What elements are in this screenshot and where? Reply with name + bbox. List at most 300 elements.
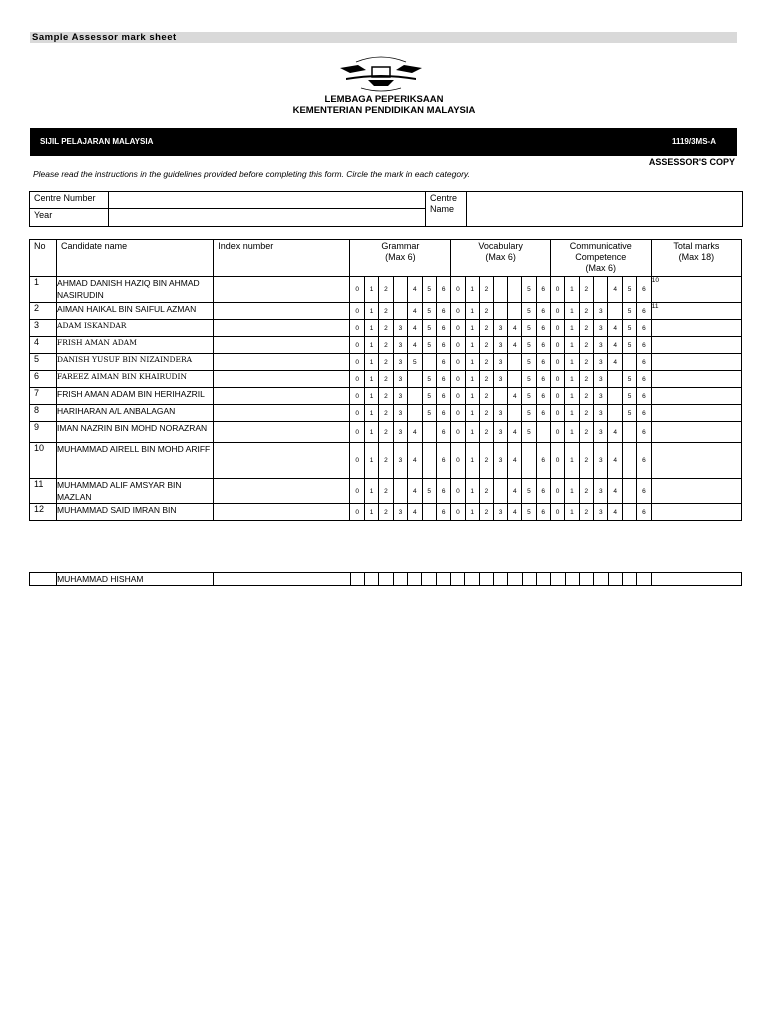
mark-option-g[interactable]: 6 — [436, 320, 450, 337]
mark-option-g[interactable]: 4 — [408, 303, 422, 320]
mark-option-v[interactable]: 0 — [451, 405, 465, 422]
mark-option-c[interactable]: 3 — [594, 443, 608, 479]
mark-option-g[interactable]: 1 — [364, 277, 378, 303]
mark-option-g[interactable]: 4 — [408, 422, 422, 443]
index-number-field[interactable] — [214, 277, 350, 303]
mark-option-v[interactable] — [493, 303, 507, 320]
mark-option-v[interactable]: 0 — [451, 504, 465, 521]
org-name-line2: KEMENTERIAN PENDIDIKAN MALAYSIA — [292, 105, 476, 116]
mark-option-c[interactable]: 4 — [608, 337, 622, 354]
col-total — [651, 240, 741, 277]
total-marks — [651, 422, 741, 443]
mark-option-v[interactable]: 0 — [451, 422, 465, 443]
mark-option-c[interactable]: 3 — [594, 422, 608, 443]
mark-option-c[interactable]: 2 — [579, 277, 593, 303]
mark-option-c[interactable]: 1 — [565, 443, 579, 479]
mark-option-g[interactable]: 0 — [350, 337, 364, 354]
document-title: Sample Assessor mark sheet — [32, 32, 177, 43]
mark-option-g[interactable] — [393, 277, 407, 303]
mark-option-v[interactable]: 3 — [493, 443, 507, 479]
mark-option-v[interactable]: 5 — [522, 422, 536, 443]
mark-option-g[interactable]: 4 — [408, 479, 422, 504]
mark-option-c[interactable] — [622, 504, 636, 521]
mark-option-c[interactable]: 1 — [565, 337, 579, 354]
mark-option-g[interactable]: 6 — [436, 277, 450, 303]
mark-option-v[interactable] — [508, 405, 522, 422]
mark-option-g[interactable]: 3 — [393, 337, 407, 354]
mark-option-g[interactable]: 1 — [364, 354, 378, 371]
col-no: No — [30, 240, 57, 277]
table-row — [30, 371, 742, 388]
mark-option-v[interactable]: 5 — [522, 337, 536, 354]
mark-option-g[interactable]: 2 — [379, 504, 393, 521]
mark-option-c[interactable]: 0 — [550, 479, 564, 504]
mark-option-c[interactable]: 1 — [565, 303, 579, 320]
mark-option-v[interactable] — [493, 388, 507, 405]
mark-option-v[interactable]: 3 — [493, 354, 507, 371]
mark-option-c[interactable] — [608, 371, 622, 388]
mark-option-c[interactable]: 6 — [637, 443, 651, 479]
mark-option-c[interactable]: 2 — [579, 320, 593, 337]
mark-option-v[interactable]: 2 — [479, 479, 493, 504]
mark-option-g[interactable]: 0 — [350, 388, 364, 405]
year-field[interactable] — [110, 210, 423, 224]
mark-option-v[interactable]: 0 — [451, 277, 465, 303]
index-number-field[interactable] — [214, 320, 350, 337]
mark-option-g[interactable] — [408, 371, 422, 388]
mark-option-g[interactable]: 3 — [393, 354, 407, 371]
mark-option-c[interactable]: 6 — [637, 277, 651, 303]
mark-option-v[interactable]: 6 — [536, 303, 550, 320]
index-number-field[interactable] — [214, 405, 350, 422]
table-row — [30, 337, 742, 354]
mark-option-v[interactable]: 5 — [522, 277, 536, 303]
mark-option-c[interactable]: 5 — [622, 405, 636, 422]
mark-option-g[interactable]: 5 — [422, 277, 436, 303]
mark-option-v[interactable]: 4 — [508, 422, 522, 443]
mark-option-v[interactable]: 0 — [451, 337, 465, 354]
mark-option-c[interactable] — [608, 405, 622, 422]
mark-option-c[interactable]: 3 — [594, 337, 608, 354]
mark-option-g[interactable]: 4 — [408, 337, 422, 354]
mark-option-c[interactable]: 1 — [565, 504, 579, 521]
mark-option-c[interactable]: 6 — [637, 371, 651, 388]
comm-label-1: Communicative — [569, 241, 632, 251]
mark-option-g[interactable]: 5 — [422, 405, 436, 422]
mark-option-c[interactable]: 3 — [594, 371, 608, 388]
mark-option-v[interactable]: 1 — [465, 479, 479, 504]
index-number-field[interactable] — [214, 443, 350, 479]
mark-option-g[interactable]: 3 — [393, 504, 407, 521]
mark-option-c[interactable]: 3 — [594, 303, 608, 320]
mark-option-c[interactable]: 4 — [608, 504, 622, 521]
mark-option-g[interactable]: 5 — [422, 479, 436, 504]
mark-option-g[interactable]: 3 — [393, 320, 407, 337]
empty-cell — [465, 573, 479, 586]
mark-option-g[interactable]: 0 — [350, 303, 364, 320]
mark-option-g[interactable]: 6 — [436, 479, 450, 504]
mark-option-c[interactable]: 2 — [579, 337, 593, 354]
mark-option-v[interactable]: 1 — [465, 388, 479, 405]
mark-option-v[interactable]: 3 — [493, 337, 507, 354]
mark-option-c[interactable]: 6 — [637, 504, 651, 521]
mark-option-g[interactable]: 1 — [364, 303, 378, 320]
mark-option-c[interactable]: 2 — [579, 504, 593, 521]
table-row — [30, 479, 742, 504]
mark-option-v[interactable]: 6 — [536, 277, 550, 303]
mark-option-c[interactable]: 1 — [565, 479, 579, 504]
mark-option-c[interactable]: 0 — [550, 388, 564, 405]
mark-option-g[interactable]: 0 — [350, 405, 364, 422]
mark-option-g[interactable]: 5 — [422, 388, 436, 405]
mark-option-v[interactable]: 1 — [465, 371, 479, 388]
mark-option-g[interactable]: 5 — [422, 337, 436, 354]
mark-option-c[interactable]: 5 — [622, 303, 636, 320]
mark-option-v[interactable]: 4 — [508, 320, 522, 337]
empty-cell — [494, 573, 508, 586]
mark-option-g[interactable]: 6 — [436, 303, 450, 320]
mark-option-c[interactable]: 1 — [565, 277, 579, 303]
mark-option-v[interactable]: 2 — [479, 371, 493, 388]
mark-option-g[interactable]: 0 — [350, 320, 364, 337]
mark-option-v[interactable]: 5 — [522, 303, 536, 320]
mark-option-c[interactable]: 1 — [565, 405, 579, 422]
mark-option-v[interactable]: 5 — [522, 320, 536, 337]
mark-option-g[interactable]: 2 — [379, 443, 393, 479]
org-name-line1: LEMBAGA PEPERIKSAAN — [324, 94, 444, 105]
mark-option-c[interactable]: 4 — [608, 277, 622, 303]
mark-option-v[interactable]: 0 — [451, 388, 465, 405]
mark-option-g[interactable]: 1 — [364, 422, 378, 443]
comm-max: (Max 6) — [585, 263, 617, 273]
mark-option-v[interactable]: 6 — [536, 371, 550, 388]
mark-option-g[interactable]: 6 — [436, 422, 450, 443]
mark-option-c[interactable]: 0 — [550, 320, 564, 337]
mark-option-c[interactable]: 2 — [579, 422, 593, 443]
mark-option-g[interactable]: 2 — [379, 320, 393, 337]
mark-option-g[interactable]: 0 — [350, 479, 364, 504]
mark-option-g[interactable]: 0 — [350, 354, 364, 371]
mark-option-g[interactable]: 2 — [379, 371, 393, 388]
mark-option-g[interactable]: 1 — [364, 337, 378, 354]
mark-option-c[interactable]: 3 — [594, 388, 608, 405]
index-number-field[interactable] — [214, 303, 350, 320]
centre-name-label-1: Centre — [430, 193, 458, 203]
mark-option-v[interactable] — [536, 422, 550, 443]
mark-option-c[interactable] — [622, 354, 636, 371]
mark-option-c[interactable]: 6 — [637, 388, 651, 405]
empty-cell — [365, 573, 379, 586]
mark-option-g[interactable]: 6 — [436, 443, 450, 479]
mark-option-g[interactable]: 1 — [364, 504, 378, 521]
mark-option-g[interactable]: 2 — [379, 277, 393, 303]
mark-option-v[interactable]: 3 — [493, 371, 507, 388]
mark-option-g[interactable]: 6 — [436, 388, 450, 405]
mark-option-v[interactable]: 6 — [536, 354, 550, 371]
exam-name: SIJIL PELAJARAN MALAYSIA — [40, 137, 154, 146]
mark-option-v[interactable]: 3 — [493, 405, 507, 422]
mark-option-g[interactable] — [422, 504, 436, 521]
mark-option-c[interactable]: 6 — [637, 320, 651, 337]
mark-option-g[interactable]: 6 — [436, 504, 450, 521]
mark-option-g[interactable]: 5 — [408, 354, 422, 371]
mark-option-c[interactable]: 3 — [594, 320, 608, 337]
mark-option-c[interactable]: 0 — [550, 504, 564, 521]
mark-option-v[interactable]: 6 — [536, 443, 550, 479]
mark-option-v[interactable]: 3 — [493, 320, 507, 337]
mark-option-g[interactable]: 1 — [364, 443, 378, 479]
mark-option-v[interactable]: 6 — [536, 504, 550, 521]
mark-option-v[interactable] — [508, 277, 522, 303]
mark-option-v[interactable]: 6 — [536, 388, 550, 405]
mark-option-v[interactable]: 1 — [465, 354, 479, 371]
index-number-field[interactable] — [214, 337, 350, 354]
mark-option-c[interactable] — [594, 277, 608, 303]
mark-option-g[interactable]: 2 — [379, 422, 393, 443]
mark-option-v[interactable]: 1 — [465, 303, 479, 320]
mark-option-g[interactable]: 2 — [379, 354, 393, 371]
mark-option-v[interactable] — [493, 277, 507, 303]
mark-option-g[interactable]: 3 — [393, 422, 407, 443]
mark-option-c[interactable] — [608, 303, 622, 320]
mark-option-v[interactable] — [508, 371, 522, 388]
mark-option-v[interactable]: 2 — [479, 405, 493, 422]
mark-option-g[interactable]: 4 — [408, 443, 422, 479]
mark-option-g[interactable] — [393, 479, 407, 504]
total-marks — [651, 320, 741, 337]
mark-option-c[interactable]: 2 — [579, 354, 593, 371]
mark-option-c[interactable]: 0 — [550, 405, 564, 422]
candidate-name: MUHAMMAD HISHAM — [57, 573, 214, 586]
mark-option-v[interactable] — [522, 443, 536, 479]
mark-option-g[interactable]: 2 — [379, 337, 393, 354]
mark-option-g[interactable]: 2 — [379, 405, 393, 422]
mark-option-c[interactable]: 5 — [622, 388, 636, 405]
mark-option-g[interactable]: 6 — [436, 354, 450, 371]
mark-option-g[interactable]: 6 — [436, 371, 450, 388]
candidate-name: ADAM ISKANDAR — [57, 320, 214, 337]
mark-option-g[interactable]: 5 — [422, 320, 436, 337]
mark-option-c[interactable]: 3 — [594, 479, 608, 504]
mark-option-c[interactable]: 1 — [565, 371, 579, 388]
mark-option-g[interactable]: 0 — [350, 371, 364, 388]
mark-option-c[interactable]: 2 — [579, 388, 593, 405]
mark-option-v[interactable]: 6 — [536, 405, 550, 422]
mark-option-v[interactable]: 0 — [451, 303, 465, 320]
mark-option-v[interactable]: 4 — [508, 479, 522, 504]
mark-option-c[interactable]: 4 — [608, 422, 622, 443]
mark-option-v[interactable]: 1 — [465, 422, 479, 443]
mark-option-c[interactable]: 0 — [550, 422, 564, 443]
mark-option-c[interactable]: 0 — [550, 443, 564, 479]
mark-option-g[interactable]: 4 — [408, 277, 422, 303]
mark-option-c[interactable]: 5 — [622, 337, 636, 354]
mark-option-c[interactable]: 6 — [637, 422, 651, 443]
mark-option-v[interactable]: 5 — [522, 504, 536, 521]
mark-option-c[interactable]: 4 — [608, 320, 622, 337]
mark-option-c[interactable]: 3 — [594, 354, 608, 371]
mark-option-c[interactable]: 2 — [579, 405, 593, 422]
mark-option-c[interactable]: 3 — [594, 405, 608, 422]
mark-option-c[interactable]: 1 — [565, 422, 579, 443]
mark-option-v[interactable]: 0 — [451, 354, 465, 371]
mark-option-v[interactable]: 1 — [465, 443, 479, 479]
mark-option-c[interactable]: 6 — [637, 303, 651, 320]
mark-option-v[interactable]: 6 — [536, 337, 550, 354]
candidate-name: AIMAN HAIKAL BIN SAIFUL AZMAN — [57, 303, 214, 320]
mark-option-c[interactable]: 6 — [637, 405, 651, 422]
mark-option-v[interactable]: 4 — [508, 337, 522, 354]
mark-option-c[interactable]: 1 — [565, 354, 579, 371]
mark-option-g[interactable]: 1 — [364, 371, 378, 388]
mark-option-g[interactable]: 0 — [350, 504, 364, 521]
mark-option-g[interactable]: 2 — [379, 303, 393, 320]
mark-option-c[interactable]: 0 — [550, 277, 564, 303]
mark-option-c[interactable]: 5 — [622, 371, 636, 388]
table-row — [30, 504, 742, 521]
index-number-field[interactable] — [214, 479, 350, 504]
mark-option-v[interactable]: 5 — [522, 371, 536, 388]
mark-option-g[interactable]: 0 — [350, 422, 364, 443]
mark-option-c[interactable]: 2 — [579, 303, 593, 320]
mark-option-g[interactable] — [422, 354, 436, 371]
mark-option-c[interactable]: 0 — [550, 337, 564, 354]
mark-option-c[interactable]: 5 — [622, 320, 636, 337]
total-marks — [651, 504, 741, 521]
mark-option-c[interactable]: 0 — [550, 371, 564, 388]
mark-option-g[interactable]: 2 — [379, 388, 393, 405]
mark-option-v[interactable] — [508, 303, 522, 320]
mark-option-v[interactable]: 2 — [479, 337, 493, 354]
mark-option-c[interactable]: 4 — [608, 354, 622, 371]
mark-option-v[interactable]: 1 — [465, 504, 479, 521]
mark-option-v[interactable]: 1 — [465, 405, 479, 422]
mark-option-v[interactable]: 4 — [508, 443, 522, 479]
mark-option-g[interactable]: 1 — [364, 320, 378, 337]
mark-option-v[interactable]: 6 — [536, 320, 550, 337]
mark-option-c[interactable] — [622, 422, 636, 443]
mark-option-c[interactable]: 0 — [550, 303, 564, 320]
mark-option-v[interactable]: 5 — [522, 388, 536, 405]
centre-name-field[interactable] — [468, 193, 740, 224]
mark-option-c[interactable]: 3 — [594, 504, 608, 521]
mark-option-g[interactable] — [408, 405, 422, 422]
mark-option-g[interactable]: 0 — [350, 443, 364, 479]
mark-option-g[interactable]: 1 — [364, 479, 378, 504]
table-row — [30, 405, 742, 422]
centre-number-field[interactable] — [110, 193, 423, 207]
grammar-label: Grammar — [381, 241, 420, 251]
mark-option-c[interactable]: 2 — [579, 479, 593, 504]
total-marks — [651, 388, 741, 405]
mark-option-g[interactable]: 6 — [436, 405, 450, 422]
mark-option-g[interactable]: 5 — [422, 303, 436, 320]
total-marks — [651, 337, 741, 354]
mark-option-g[interactable]: 3 — [393, 371, 407, 388]
mark-option-v[interactable]: 0 — [451, 479, 465, 504]
mark-option-v[interactable] — [508, 354, 522, 371]
mark-option-g[interactable]: 1 — [364, 388, 378, 405]
table-row — [30, 443, 742, 479]
index-number-field[interactable] — [214, 422, 350, 443]
empty-cell — [479, 573, 493, 586]
mark-option-v[interactable]: 4 — [508, 388, 522, 405]
mark-option-g[interactable]: 2 — [379, 479, 393, 504]
mark-option-v[interactable]: 3 — [493, 422, 507, 443]
mark-option-g[interactable] — [408, 388, 422, 405]
mark-option-v[interactable]: 1 — [465, 277, 479, 303]
mark-option-g[interactable]: 3 — [393, 388, 407, 405]
mark-option-g[interactable]: 6 — [436, 337, 450, 354]
mark-option-v[interactable]: 2 — [479, 354, 493, 371]
mark-option-c[interactable]: 0 — [550, 354, 564, 371]
mark-option-v[interactable]: 2 — [479, 303, 493, 320]
mark-option-v[interactable]: 4 — [508, 504, 522, 521]
mark-option-v[interactable]: 5 — [522, 479, 536, 504]
mark-option-c[interactable]: 5 — [622, 277, 636, 303]
mark-option-v[interactable]: 2 — [479, 388, 493, 405]
mark-option-c[interactable]: 2 — [579, 443, 593, 479]
mark-option-v[interactable]: 1 — [465, 320, 479, 337]
row-number: 3 — [30, 320, 57, 337]
mark-option-v[interactable]: 0 — [451, 320, 465, 337]
mark-option-c[interactable] — [622, 443, 636, 479]
mark-option-c[interactable]: 6 — [637, 354, 651, 371]
mark-option-c[interactable]: 6 — [637, 337, 651, 354]
mark-option-v[interactable] — [493, 479, 507, 504]
mark-option-c[interactable] — [622, 479, 636, 504]
mark-option-g[interactable]: 1 — [364, 405, 378, 422]
mark-option-g[interactable]: 5 — [422, 371, 436, 388]
empty-cell — [379, 573, 393, 586]
mark-option-v[interactable]: 3 — [493, 504, 507, 521]
index-number-field[interactable] — [214, 388, 350, 405]
mark-option-g[interactable]: 3 — [393, 405, 407, 422]
candidate-name: DANISH YUSUF BIN NIZAINDERA — [57, 354, 214, 371]
mark-option-c[interactable]: 1 — [565, 320, 579, 337]
index-number-field[interactable] — [214, 354, 350, 371]
mark-option-c[interactable]: 2 — [579, 371, 593, 388]
mark-option-v[interactable]: 0 — [451, 371, 465, 388]
mark-option-g[interactable]: 4 — [408, 504, 422, 521]
row-number: 6 — [30, 371, 57, 388]
mark-option-g[interactable]: 3 — [393, 443, 407, 479]
mark-option-v[interactable]: 6 — [536, 479, 550, 504]
mark-option-c[interactable] — [608, 388, 622, 405]
mark-option-g[interactable]: 4 — [408, 320, 422, 337]
mark-option-v[interactable]: 1 — [465, 337, 479, 354]
mark-option-c[interactable]: 4 — [608, 443, 622, 479]
mark-option-v[interactable]: 2 — [479, 504, 493, 521]
mark-option-v[interactable]: 2 — [479, 422, 493, 443]
comm-label-2: Competence — [575, 252, 627, 262]
mark-option-v[interactable]: 0 — [451, 443, 465, 479]
mark-option-g[interactable] — [422, 422, 436, 443]
index-number-field[interactable] — [214, 371, 350, 388]
mark-option-c[interactable]: 6 — [637, 479, 651, 504]
mark-option-g[interactable]: 0 — [350, 277, 364, 303]
mark-option-c[interactable]: 4 — [608, 479, 622, 504]
index-number-field[interactable] — [214, 504, 350, 521]
mark-option-v[interactable]: 2 — [479, 320, 493, 337]
mark-option-c[interactable]: 1 — [565, 388, 579, 405]
mark-option-v[interactable]: 5 — [522, 405, 536, 422]
mark-option-g[interactable] — [422, 443, 436, 479]
mark-option-v[interactable]: 2 — [479, 277, 493, 303]
mark-option-g[interactable] — [393, 303, 407, 320]
mark-option-v[interactable]: 5 — [522, 354, 536, 371]
mark-option-v[interactable]: 2 — [479, 443, 493, 479]
